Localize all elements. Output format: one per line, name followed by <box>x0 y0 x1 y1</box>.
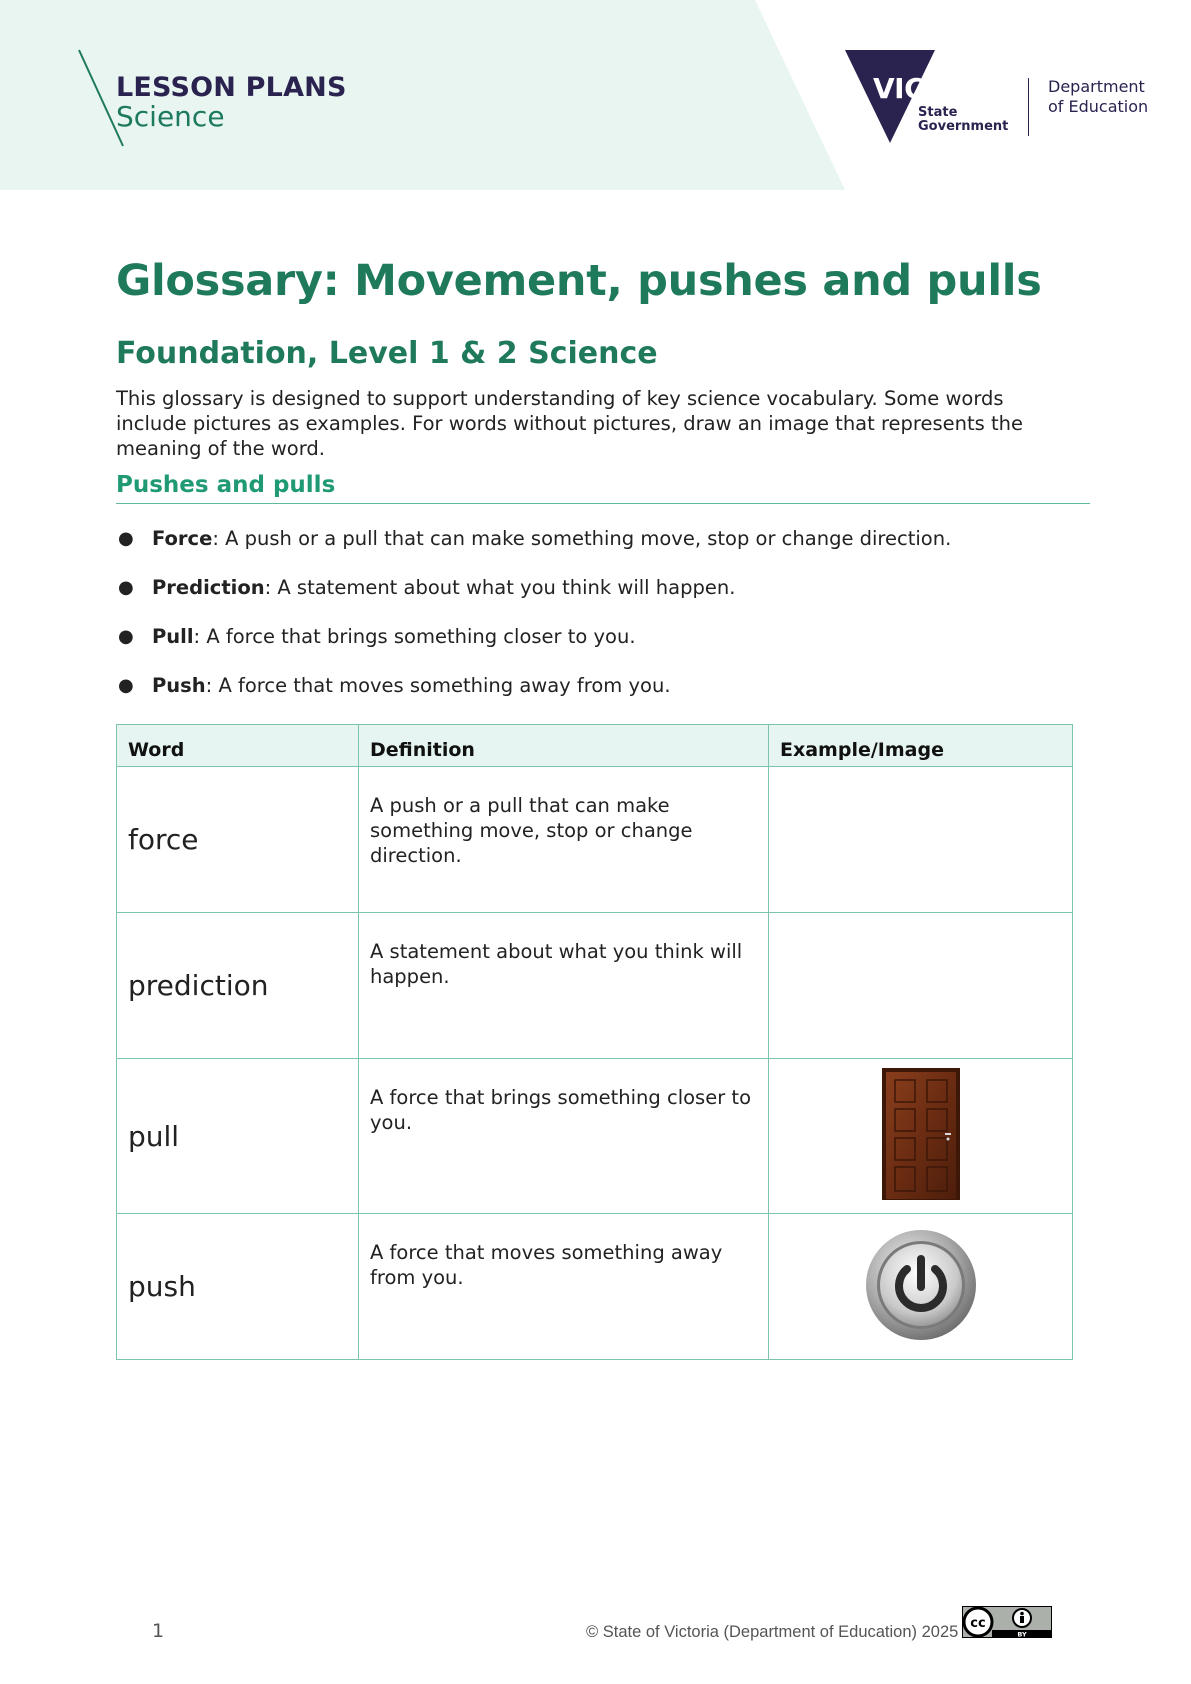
power-button-icon <box>865 1229 977 1341</box>
word-cell: push <box>117 1214 359 1360</box>
svg-text:cc: cc <box>970 1616 986 1631</box>
bullet-icon: ● <box>118 626 134 647</box>
victoria-government-logo <box>845 50 1160 145</box>
definition-cell: A statement about what you think will happen. <box>359 913 769 1059</box>
definition-cell: A force that brings something closer to you. <box>359 1059 769 1214</box>
license-text: BY <box>1017 1630 1027 1638</box>
example-cell <box>769 767 1073 913</box>
word-cell: force <box>117 767 359 913</box>
header-band <box>0 0 1191 190</box>
state-government-text: State Government <box>918 105 1009 134</box>
bullet-definition: : A push or a pull that can make something move, stop or change direction. <box>212 527 952 550</box>
example-cell <box>769 1214 1073 1360</box>
example-cell <box>769 1059 1073 1214</box>
example-cell <box>769 913 1073 1059</box>
logo-divider <box>1028 78 1029 136</box>
page-subtitle: Foundation, Level 1 & 2 Science <box>116 336 658 371</box>
glossary-bullet-list <box>116 526 1076 722</box>
bullet-term: Force <box>152 527 213 550</box>
copyright-text: © State of Victoria (Department of Education) 2025 <box>586 1623 959 1641</box>
list-item <box>116 624 1076 673</box>
lesson-plans-logo <box>70 48 370 148</box>
bullet-term: Push <box>152 674 206 697</box>
list-item <box>116 575 1076 624</box>
department-of-education-text: Department of Education <box>1048 77 1149 116</box>
bullet-term: Pull <box>152 625 194 648</box>
list-item <box>116 673 1076 722</box>
bullet-icon: ● <box>118 675 134 696</box>
bullet-icon: ● <box>118 528 134 549</box>
word-cell: pull <box>117 1059 359 1214</box>
bullet-definition: : A force that brings something closer to you. <box>193 625 636 648</box>
definition-cell: A push or a pull that can make something move, stop or change direction. <box>359 767 769 913</box>
bullet-term: Prediction <box>152 576 265 599</box>
bullet-icon: ● <box>118 577 134 598</box>
column-header-definition: Definition <box>359 725 769 767</box>
word-cell: prediction <box>117 913 359 1059</box>
bullet-definition: : A force that moves something away from you. <box>205 674 671 697</box>
table-row <box>117 1214 1073 1360</box>
page-number: 1 <box>152 1620 165 1642</box>
cc-by-icon <box>962 1606 1052 1638</box>
section-divider <box>116 503 1090 504</box>
intro-paragraph: This glossary is designed to support understanding of key science vocabulary. Some words include pictures as examples. For words without pictures, draw an image that represents the meaning of the word. <box>116 387 1024 460</box>
table-row <box>117 913 1073 1059</box>
door-icon <box>881 1067 961 1201</box>
brand-subtitle: Science <box>116 100 225 133</box>
glossary-table <box>116 724 1073 1360</box>
table-header-row <box>117 725 1073 767</box>
brand-title: LESSON PLANS <box>116 72 347 103</box>
column-header-word: Word <box>117 725 359 767</box>
table-row <box>117 767 1073 913</box>
definition-cell: A force that moves something away from you. <box>359 1214 769 1360</box>
section-heading: Pushes and pulls <box>116 472 336 498</box>
table-row <box>117 1059 1073 1214</box>
column-header-example: Example/Image <box>769 725 1073 767</box>
victoria-wordmark: VICTORIA <box>873 72 1019 105</box>
bullet-definition: : A statement about what you think will happen. <box>264 576 736 599</box>
page-title: Glossary: Movement, pushes and pulls <box>116 256 1042 306</box>
list-item <box>116 526 1076 575</box>
